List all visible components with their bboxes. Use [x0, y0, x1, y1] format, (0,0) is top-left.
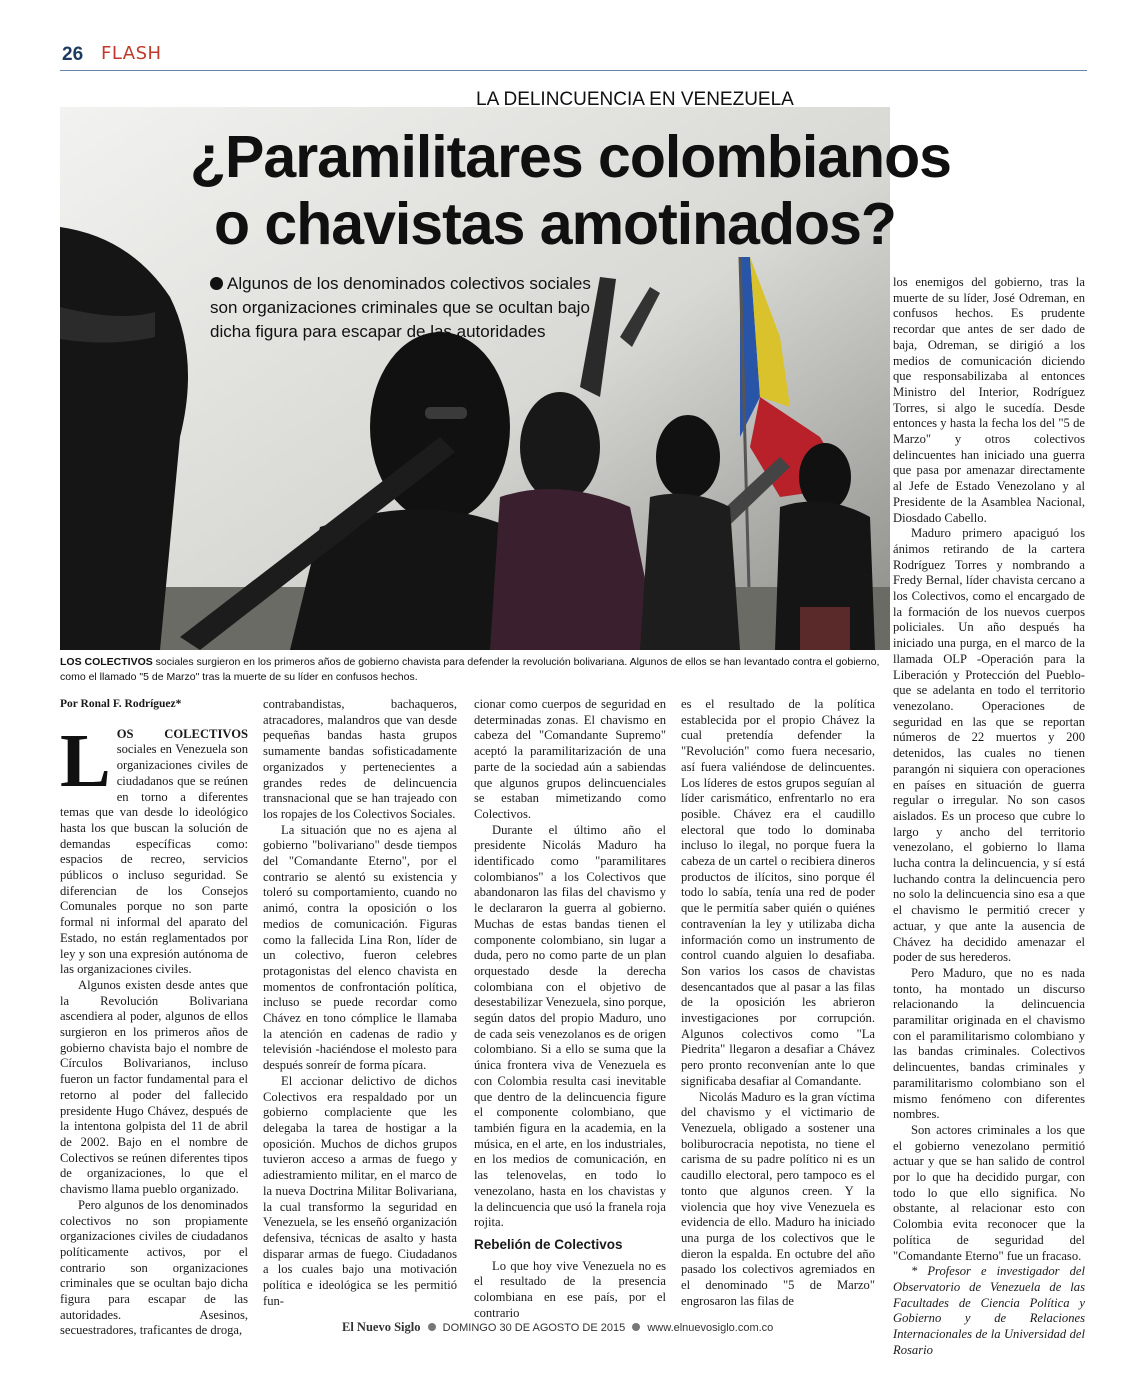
column-1: [60, 697, 248, 1339]
headline-line-1: ¿Paramilitares colombianos: [190, 124, 951, 190]
paragraph-11: Son actores criminales a los que el gobierno venezolano permitió actuar y que se han salido de control por lo que ha decidido purgar, con todo lo que ello significa. No obstante, al relacionar esto con Colombia evita reconocer que la política de seguridad del "Comandante Eterno" fue un fracaso.: [893, 1122, 1085, 1263]
paragraph-5-continued: cionar como cuerpos de seguridad en determinadas zonas. El chavismo en cabeza del "Comandante Supremo" aceptó la paramilitarización de una parte de la sociedad aún a sabiendas que algunos grupos delincuenciales se estaban mimetizando como Colectivos.: [474, 697, 666, 821]
column-5: [893, 275, 1085, 1359]
page-footer: [342, 1320, 773, 1335]
article-kicker: LA DELINCUENCIA EN VENEZUELA: [476, 89, 794, 110]
subheading: Rebelión de Colectivos: [474, 1236, 623, 1252]
lead-caps: OS COLECTIVOS: [116, 726, 248, 741]
drop-cap: L: [60, 718, 111, 803]
newspaper-brand: El Nuevo Siglo: [342, 1320, 421, 1334]
paragraph-9: Maduro primero apaciguó los ánimos retirando de la cartera Rodríguez Torres y nombrando a Fredy Bernal, líder chavista cercano a los Colectivos, como el encargado de la formación de los nuevos cuerpos policiales. Un año después ha iniciado una purga, en el marco de la llamada OLP -Operación para la Liberación y Protección del Pueblo- que se adelanta en todo el territorio venezolano. Operaciones de seguridad en las que se reportan números de 22 muertos y 200 detenidos, las cuales no tienen parangón ni siquiera con operaciones en países en situación de guerra regular o irregular. No son casos aislados. Es un proceso que cubre lo largo y ancho del territorio venezolano, el gobierno lo llama lucha contra la delincuencia, y sí está luchando contra la delincuencia pero no solo la delincuencia sino esa a que el chavismo le permitió crecer y actuar, y que ante la ausencia de Chávez ha decidido amenazar el poder de sus herederos.: [893, 526, 1085, 965]
paragraph-2: Algunos existen desde antes que la Revolución Bolivariana ascendiera al poder, algunos de ellos surgieron en los primeros años de gobierno chavista bajo el nombre de Círculos Bolivarianos, incluso fueron un factor fundamental para el retorno al poder del fallecido presidente Hugo Chávez, después de la intentona golpista del 11 de abril de 2002. Bajo en el nombre de Colectivos se reúnen diferentes tipos de organizaciones, lo que el chavismo llama pueblo organizado.: [60, 977, 248, 1197]
paragraph-3-continued: contrabandistas, bachaqueros, atracadores, malandros que van desde pequeñas bandas hasta grupos sumamente bandas sofisticadamente organizados y pertenecientes a grandes redes de delincuencia transnacional que se han trajeado con los ropajes de los Colectivos Sociales.: [263, 697, 457, 821]
paragraph-6: Durante el último año el presidente Nicolás Maduro ha identificado como "paramilitares colombianos" a los Colectivos que abandonaron las filas del chavismo y le declararon la guerra al gobierno. Muchas de estas bandas tienen el componente colombiano, sin lugar a duda, pero no como parte de un plan orquestado desde la derecha colombiana con el objetivo de desestabilizar Venezuela, sino porque, según datos del propio Maduro, uno de cada seis venezolanos es de origen colombiano. Si a ello se suma que la única frontera viva de Venezuela es con Colombia resulta casi inevitable que dentro de la delincuencia figure el componente colombiano, que también figura en la academia, en la música, en el arte, en los industriales, en los medios de comunicación, en las telenovelas, en todo lo venezolano, hasta en los chavistas y la delincuencia que usó la franela roja rojita.: [474, 822, 666, 1230]
paragraph-8-continued: los enemigos del gobierno, tras la muerte de su líder, José Odreman, en confusos hechos. Es prudente recordar que antes de ser dado de baja, Odreman, se dirigió a los medios de comunicación diciendo que responsabilizaba al entonces Ministro del Interior, Rodríguez Torres, si algo le sucedía. Desde entonces y hasta la fecha los del "5 de Marzo" y otros colectivos delincuentes han iniciado una guerra que pasa por amenazar directamente al Jefe de Estado Venezolano y al Presidente de la Asamblea Nacional, Diosdado Cabello.: [893, 275, 1085, 525]
author-note: * Profesor e investigador del Observatorio de Venezuela de las Facultades de Ciencia Política y Gobierno y de Relaciones Internacionales de la Universidad del Rosario: [893, 1264, 1085, 1357]
paragraph-10: Pero Maduro, que no es nada tonto, ha montado un discurso relacionando la delincuencia paramilitar originada en el chavismo con el paramilitarismo colombiano y las bandas criminales. Colectivos delincuentes, bandas criminales y paramilitarismo colombiano son el mismo fenómeno con diferentes nombres.: [893, 965, 1085, 1122]
byline: Por Ronal F. Rodríguez*: [60, 698, 182, 710]
caption-text: sociales surgieron en los primeros años de gobierno chavista para defender la revolución bolivariana. Algunos de ellos se han levantado contra el gobierno, como el llamado "5 de Marzo" tras la muerte de su líder en confusos hechos.: [60, 656, 880, 683]
section-label: FLASH: [101, 43, 162, 64]
paragraph-1-text: sociales en Venezuela son organizaciones civiles de ciudadanos que se reúnen en torno a diferentes temas que van desde lo ideológico hasta los que buscan la solución de demandas específicas como: espacios de recreo, servicios públicos o incluso seguridad. Se diferencian de los Consejos Comunales porque no son parte formal ni informal del aparato del Estado, no están reglamentados por ley y son una expresión autónoma de las organizaciones civiles.: [60, 742, 248, 977]
headline-line-2: o chavistas amotinados?: [214, 191, 896, 257]
issue-date: DOMINGO 30 DE AGOSTO DE 2015: [442, 1322, 626, 1334]
bullet-icon: [632, 1323, 640, 1331]
paragraph-5: El accionar delictivo de dichos Colectivos era respaldado por un gobierno complaciente que les delegaba la tarea de hostigar a la oposición. Muchos de dichos grupos tuvieron acceso a armas de fuego y adiestramiento militar, en el marco de la nueva Doctrina Militar Bolivariana, la cual transformo la seguridad en Venezuela, se les enseñó organización defensiva, técnicas de asalto y hasta disparar armas de fuego. Ciudadanos a los cuales bajo una motivación política e ideológica se les permitió fun-: [263, 1073, 457, 1308]
bullet-icon: [428, 1323, 436, 1331]
paragraph-7: Lo que hoy vive Venezuela no es el resultado de la presencia colombiana en ese país, por el contrario: [474, 1258, 666, 1320]
website-url: www.elnuevosiglo.com.co: [647, 1322, 774, 1334]
article-headline: [190, 124, 951, 258]
caption-lead: LOS COLECTIVOS: [60, 656, 153, 668]
photo-caption: [60, 655, 886, 684]
column-4: [681, 697, 875, 1309]
paragraph-1: [60, 718, 248, 978]
bullet-icon: [210, 277, 223, 290]
page-number: 26: [62, 44, 84, 65]
paragraph-4: La situación que no es ajena al gobierno "bolivariano" desde tiempos del "Comandante Eterno", por el contrario se alentó su existencia y toleró su comportamiento, cuando no animó, contra la oposición o los medios de comunicación. Figuras como la fallecida Lina Ron, líder de un colectivo, fueron celebres protagonistas del elenco chavista en momentos de confrontación política, incluso se puede recordar como Chávez en tono cómplice le llamaba la atención en cadenas de radio y televisión -haciéndose el molesto para después sonreír de forma pícara.: [263, 822, 457, 1073]
deck-text: Algunos de los denominados colectivos sociales son organizaciones criminales que se ocultan bajo dicha figura para escapar de las autoridades: [210, 274, 591, 341]
paragraph-3: Pero algunos de los denominados colectivos no son propiamente organizaciones civiles de ciudadanos políticamente activos, por el contrario son organizaciones criminales que se ocultan bajo dicha figura para escapar de las autoridades. Asesinos, secuestradores, traficantes de droga,: [60, 1197, 248, 1338]
column-2: [263, 697, 457, 1309]
header-rule: [60, 70, 1087, 71]
paragraph-7-continued: es el resultado de la política establecida por el propio Chávez la cual pretendía defender la "Revolución" como fuera necesario, así fuera valiéndose de delincuentes. Los líderes de estos grupos seguían al líder carismático, enfrentarlo no era posible. Chávez era el caudillo electoral que todo lo dominaba incluso lo ilegal, no porque fuera la cabeza de un cartel o recibiera dineros productos de ilícitos, sino porque él todo lo sabía, tenía una red de poder que le permitía saber quién o quiénes contravenían la ley y utilizaba dicha información como un instrumento de control cuando alguien lo desafiaba. Son varios los casos de chavistas desencantados que al pasar a las filas de la oposición les abrieron investigaciones por corrupción. Algunos colectivos como "La Piedrita" llegaron a desafiar a Chávez pero pronto reconvenían ante lo que significaba desafiar al Comandante.: [681, 697, 875, 1088]
column-3: [474, 697, 666, 1321]
paragraph-8: Nicolás Maduro es la gran víctima del chavismo y el victimario de Venezuela, obligado a sostener una boliburocracia nepotista, no tiene el carisma de su padre político ni es un caudillo electoral, pero tampoco es el tonto que algunos creen. Y la violencia que hoy vive Venezuela es evidencia de ello. Maduro ha iniciado una purga de los colectivos que le dieron la espalda. En octubre del año pasado los colectivos agremiados en el denominado "5 de Marzo" engrosaron las filas de: [681, 1089, 875, 1308]
article-deck: [210, 272, 610, 344]
